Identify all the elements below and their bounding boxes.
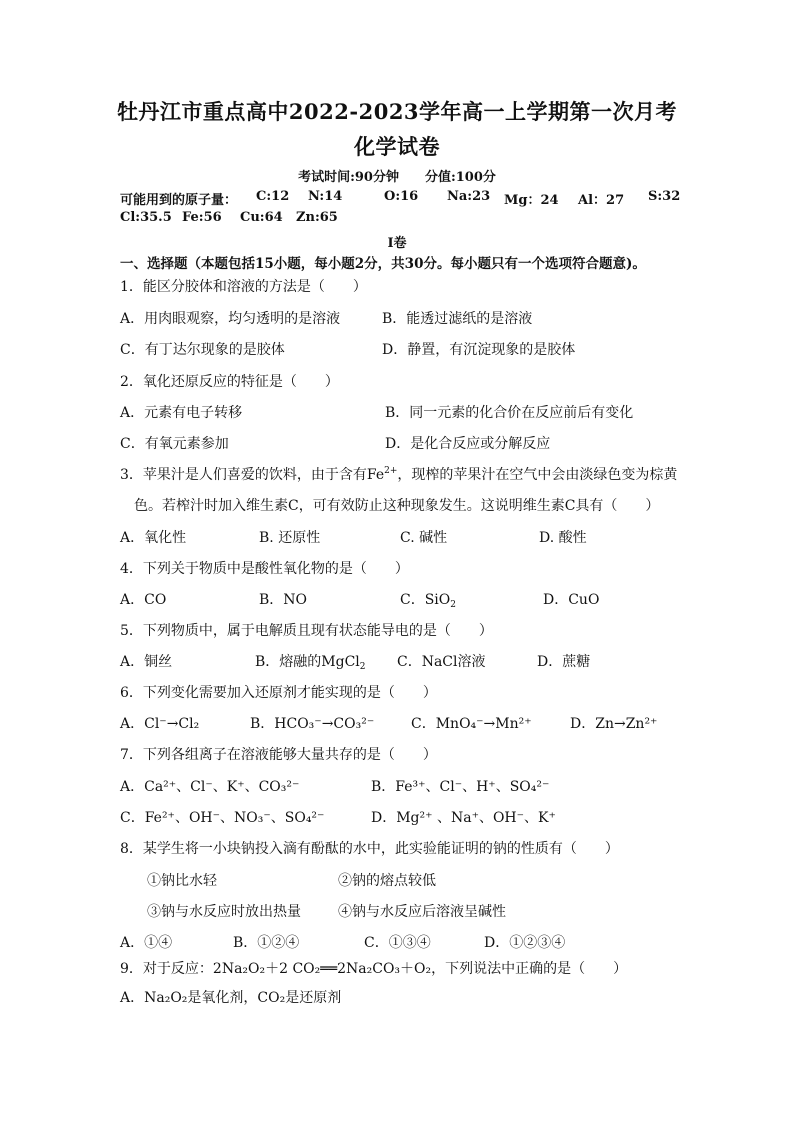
atomic-mass-item: S:32 [648,189,681,204]
question-stem: 9．对于反应：2Na₂O₂＋2 CO₂══2Na₂CO₃＋O₂，下列说法中正确的是（ ） [120,961,628,977]
option-a: A．CO [120,592,167,608]
option-d: D．①②③④ [484,935,566,951]
statement-3: ③钠与水反应时放出热量 [147,904,301,920]
atomic-mass-item: Fe:56 [182,210,222,225]
option-b: B．HCO₃⁻→CO₃²⁻ [250,716,375,732]
question-stem: 1．能区分胶体和溶液的方法是（ ） [120,279,367,295]
option-a: A．铜丝 [120,654,173,670]
question-stem-continued: 色。若榨汁时加入维生素C，可有效防止这种现象发生。这说明维生素C具有（ ） [134,498,660,514]
option-b: B．同一元素的化合价在反应前后有变化 [385,405,634,421]
atomic-mass-label: 可能用到的原子量： [120,193,238,208]
option-d: D．Zn→Zn²⁺ [570,716,658,732]
option-a: A．元素有电子转移 [120,405,243,421]
option-c: C．NaCl溶液 [397,654,486,670]
option-c: C．有丁达尔现象的是胶体 [120,342,285,358]
question-stem: 3．苹果汁是人们喜爱的饮料，由于含有$Fe^{2+}$，现榨的苹果汁在空气中会由淡绿色变为棕黄 [120,466,678,483]
option-d: D．蔗糖 [537,654,591,670]
question-stem: 2．氧化还原反应的特征是（ ） [120,374,339,390]
atomic-mass-item: Al：27 [578,193,625,208]
option-a: A．用肉眼观察，均匀透明的是溶液 [120,311,341,327]
option-d: D．静置，有沉淀现象的是胶体 [382,342,576,358]
atomic-mass-item: Na:23 [447,189,491,204]
option-c: C．Fe²⁺、OH⁻、NO₃⁻、SO₄²⁻ [120,810,325,826]
option-a: A．①④ [120,935,173,951]
question-stem: 4．下列关于物质中是酸性氧化物的是（ ） [120,561,409,577]
option-b: B．Fe³⁺、Cl⁻、H⁺、SO₄²⁻ [371,779,550,795]
option-d: D．Mg²⁺ 、Na⁺、OH⁻、K⁺ [371,810,556,826]
question-stem: 5．下列物质中，属于电解质且现有状态能导电的是（ ） [120,623,493,639]
option-b: B. 还原性 [259,530,321,546]
exam-info: 考试时间:90分钟 分值:100分 [298,170,496,185]
atomic-mass-item: Cu:64 [240,210,283,225]
atomic-mass-item: O:16 [384,189,419,204]
exam-subtitle: 化学试卷 [354,134,440,159]
question-stem: 7．下列各组离子在溶液能够大量共存的是（ ） [120,747,437,763]
atomic-mass-item: N:14 [308,189,343,204]
question-stem: 6．下列变化需要加入还原剂才能实现的是（ ） [120,685,437,701]
option-a: A．Na₂O₂是氧化剂，CO₂是还原剂 [120,990,342,1006]
option-c: C．①③④ [364,935,431,951]
question-stem: 8．某学生将一小块钠投入滴有酚酞的水中，此实验能证明的钠的性质有（ ） [120,841,619,857]
exam-title: 牡丹江市重点高中2022-2023学年高一上学期第一次月考 [116,99,678,124]
option-b: B．①②④ [233,935,300,951]
statement-2: ②钠的熔点较低 [338,873,436,889]
option-c: C．有氧元素参加 [120,436,229,452]
atomic-mass-item: C:12 [256,189,290,204]
option-b: B．熔融的MgCl$_2$ [255,654,366,672]
option-b: B．能透过滤纸的是溶液 [382,311,533,327]
option-d: D. 酸性 [539,530,587,546]
option-a: A．Cl⁻→Cl₂ [120,716,200,732]
option-a: A．氧化性 [120,530,187,546]
atomic-mass-item: Cl:35.5 [120,210,172,225]
option-c: C. 碱性 [400,530,448,546]
statement-4: ④钠与水反应后溶液呈碱性 [338,904,506,920]
atomic-mass-item: Mg：24 [504,193,559,208]
section-heading: 一、选择题（本题包括15小题，每小题2分，共30分。每小题只有一个选项符合题意)。 [120,256,646,272]
option-c: C．SiO$_2$ [400,592,456,610]
statement-1: ①钠比水轻 [147,873,217,889]
option-d: D．是化合反应或分解反应 [385,436,551,452]
option-b: B．NO [259,592,308,608]
atomic-mass-item: Zn:65 [296,210,338,225]
option-a: A．Ca²⁺、Cl⁻、K⁺、CO₃²⁻ [120,779,300,795]
option-d: D．CuO [543,592,600,608]
option-c: C．MnO₄⁻→Mn²⁺ [411,716,532,732]
volume-label: I卷 [387,236,407,251]
